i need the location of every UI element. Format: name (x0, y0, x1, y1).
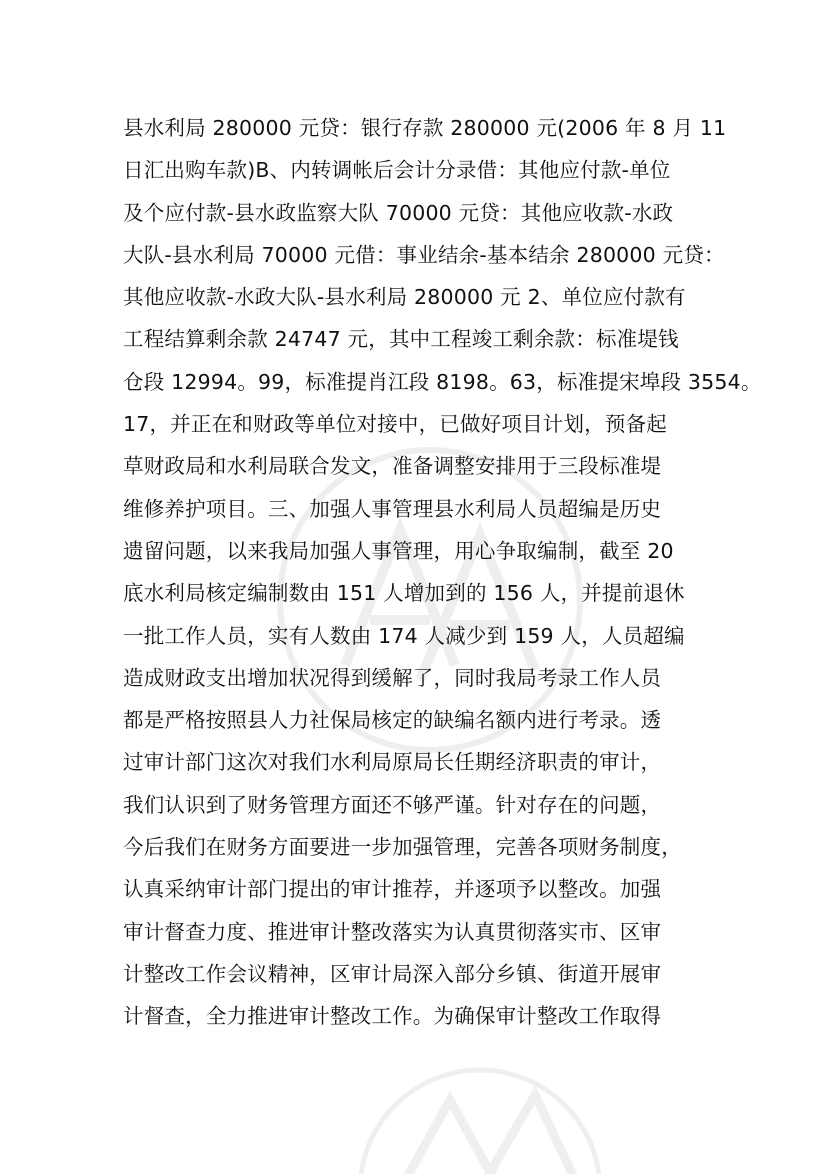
text-line: 大队-县水利局 70000 元借：事业结余-基本结余 280000 元贷： (123, 242, 725, 267)
text-line: 我们认识到了财务管理方面还不够严谨。针对存在的问题， (123, 792, 662, 817)
text-line: 底水利局核定编制数由 151 人增加到的 156 人，并提前退休 (123, 581, 685, 606)
document-body (123, 107, 762, 1038)
text-line: 审计督查力度、推进审计整改落实为认真贯彻落实市、区审 (123, 919, 662, 944)
text-line: 遗留问题，以来我局加强人事管理，用心争取编制，截至 20 (123, 538, 674, 563)
text-line: 仓段 12994。99，标准提肖江段 8198。63，标准提宋埠段 3554。 (123, 369, 762, 394)
text-line: 计整改工作会议精神，区审计局深入部分乡镇、街道开展审 (123, 961, 662, 986)
text-line: 认真采纳审计部门提出的审计推荐，并逐项予以整改。加强 (123, 877, 662, 902)
text-line: 工程结算剩余款 24747 元，其中工程竣工剩余款：标准堤钱 (123, 327, 679, 352)
text-line: 一批工作人员，实有人数由 174 人减少到 159 人，人员超编 (123, 623, 685, 648)
text-line: 县水利局 280000 元贷：银行存款 280000 元(2006 年 8 月 11 (123, 116, 727, 140)
text-line: 都是严格按照县人力社保局核定的缺编名额内进行考录。透 (123, 708, 662, 733)
text-line: 造成财政支出增加状况得到缓解了，同时我局考录工作人员 (123, 665, 662, 690)
text-line: 草财政局和水利局联合发文，准备调整安排用于三段标准堤 (123, 454, 662, 479)
text-line: 及个应付款-县水政监察大队 70000 元贷：其他应收款-水政 (123, 200, 674, 225)
text-line: 过审计部门这次对我们水利局原局长任期经济职责的审计， (123, 750, 662, 775)
text-line: 17，并正在和财政等单位对接中，已做好项目计划，预备起 (123, 412, 667, 437)
text-line: 维修养护项目。三、加强人事管理县水利局人员超编是历史 (123, 496, 662, 521)
text-line: 今后我们在财务方面要进一步加强管理，完善各项财务制度， (123, 835, 682, 860)
text-line: 日汇出购车款)B、内转调帐后会计分录借：其他应付款-单位 (123, 158, 671, 183)
text-line: 其他应收款-水政大队-县水利局 280000 元 2、单位应付款有 (123, 285, 686, 310)
text-line: 计督查，全力推进审计整改工作。为确保审计整改工作取得 (123, 1004, 662, 1029)
watermark-graphic-bottom (330, 1040, 630, 1174)
